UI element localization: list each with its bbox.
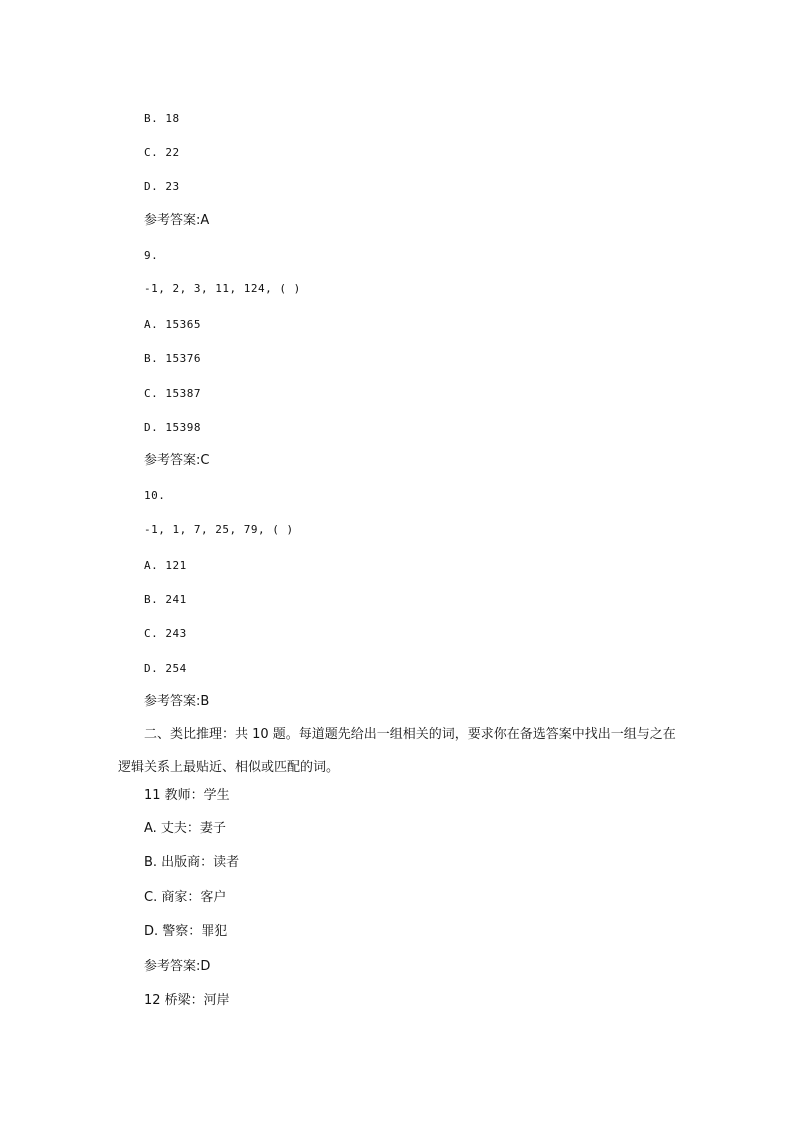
q10-stem: -1, 1, 7, 25, 79, ( ) — [144, 523, 294, 536]
q11-option-d: D. 警察：罪犯 — [144, 924, 228, 939]
q10-option-c: C. 243 — [144, 627, 187, 640]
q10-option-b: B. 241 — [144, 593, 187, 606]
q9-stem: -1, 2, 3, 11, 124, ( ) — [144, 282, 301, 295]
q9-option-a: A. 15365 — [144, 318, 201, 331]
q11-answer: 参考答案:D — [144, 959, 211, 974]
q11-stem: 11 教师：学生 — [144, 788, 230, 803]
q11-option-c: C. 商家：客户 — [144, 890, 227, 905]
q8-option-b: B. 18 — [144, 112, 180, 125]
q11-option-b: B. 出版商：读者 — [144, 855, 240, 870]
q9-option-d: D. 15398 — [144, 421, 201, 434]
q12-stem: 12 桥梁：河岸 — [144, 993, 230, 1008]
q8-option-d: D. 23 — [144, 180, 180, 193]
q9-number: 9. — [144, 249, 159, 262]
q11-option-a: A. 丈夫：妻子 — [144, 821, 226, 836]
q8-option-c: C. 22 — [144, 146, 180, 159]
q8-answer: 参考答案:A — [144, 213, 210, 228]
section2-intro: 二、类比推理：共 10 题。每道题先给出一组相关的词，要求你在备选答案中找出一组与之在逻辑关系上最贴近、相似或匹配的词。 — [118, 727, 676, 775]
q9-answer: 参考答案:C — [144, 453, 210, 468]
q10-number: 10. — [144, 489, 166, 502]
q10-option-d: D. 254 — [144, 662, 187, 675]
q10-option-a: A. 121 — [144, 559, 187, 572]
q9-option-b: B. 15376 — [144, 352, 201, 365]
q9-option-c: C. 15387 — [144, 387, 201, 400]
q10-answer: 参考答案:B — [144, 694, 210, 709]
